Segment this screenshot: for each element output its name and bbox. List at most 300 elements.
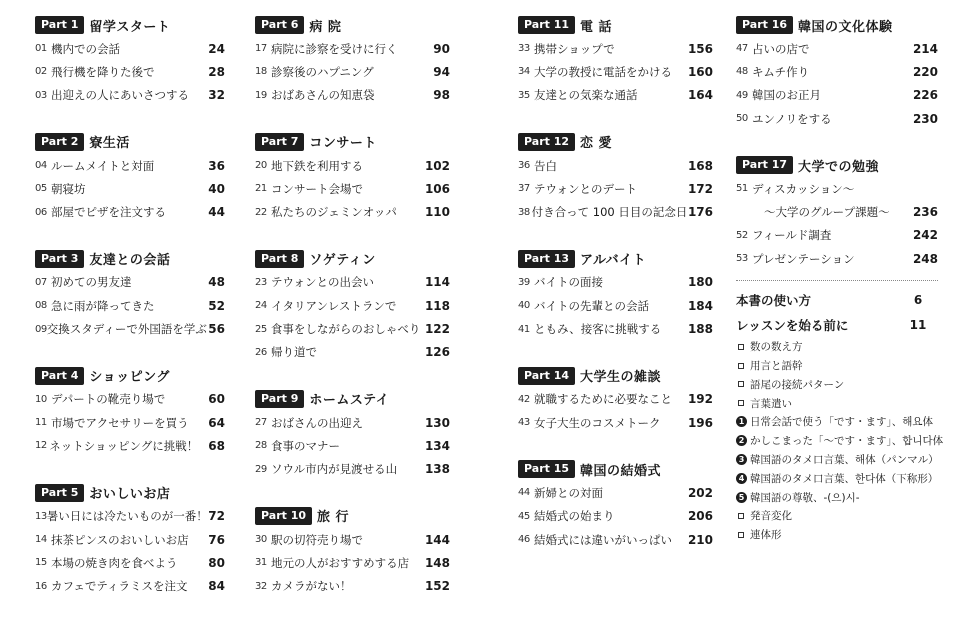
part-badge: Part 13 [518,250,575,268]
sub-topic-text: 言葉遣い [750,397,792,410]
part-title: 旅 行 [317,510,350,526]
lesson-entry [35,60,225,83]
lesson-number: 21 [255,183,267,195]
lesson-entry [35,294,225,317]
lesson-page: 56 [208,322,225,337]
lesson-entry [736,107,938,130]
lesson-title: 占いの店で [752,41,810,56]
lesson-entry [255,458,450,481]
toc-part [736,154,938,270]
lesson-number: 19 [255,89,267,101]
lesson-title: 交換スタディーで外国語を学ぶ [46,322,207,337]
toc-part [255,248,450,364]
lesson-page: 44 [208,205,225,220]
lesson-entry [518,411,713,434]
lesson-entry [736,84,938,107]
part-header [518,131,713,153]
part-title: 寮生活 [89,136,130,152]
lesson-number: 12 [35,440,47,452]
lesson-number: 38 [518,206,530,218]
lesson-title: 友達との気楽な通話 [534,88,638,103]
lesson-number: 50 [736,113,748,125]
lesson-page: 60 [208,392,225,407]
lesson-number: 08 [35,300,47,312]
lesson-page: 196 [687,415,713,430]
lesson-number: 27 [255,417,267,429]
lesson-title: 新婦との対面 [534,485,603,500]
toc-part [255,131,450,224]
toc-part [255,505,450,598]
toc-part [35,365,225,458]
lesson-page: 164 [687,88,713,103]
lesson-entry [35,528,225,551]
numbered-circle-icon: 4 [736,473,747,484]
lesson-entry [518,294,713,317]
lesson-page: 138 [424,462,450,477]
toc-part [736,14,938,130]
sub-topic-text: かしこまった「〜です・ます」、합니다体 [750,435,944,448]
lesson-title: 急に雨が降ってきた [51,298,155,313]
lesson-title: カメラがない！ [271,579,352,594]
toc-column-1 [35,14,225,622]
part-title: 恋 愛 [580,136,613,152]
sub-topic-text: 韓国語の尊敬、-(으)시- [750,491,860,504]
sub-topic [736,450,938,469]
lesson-entry [736,177,938,200]
lesson-entry [35,551,225,574]
lesson-number: 42 [518,393,530,405]
lesson-number: 30 [255,534,267,545]
lesson-title: 抹茶ピンスのおいしいお店 [51,532,189,547]
sub-topic [736,356,938,375]
part-badge: Part 5 [35,484,84,502]
lesson-title: 市場でアクセサリーを買う [51,415,189,430]
part-badge: Part 8 [255,250,304,268]
lesson-title: 暑い日には冷たいものが一番！ [46,509,208,524]
part-title: 留学スタート [89,19,171,35]
toc-column-3 [518,14,713,575]
sub-topic-text: 韓国語のタメ口言葉、해体（パンマル） [750,454,939,467]
lesson-title: 女子大生のコスメトーク [534,415,661,430]
part-header [518,365,713,387]
toc-part [518,14,713,107]
part-badge: Part 10 [255,507,312,525]
lesson-title: ソウル市内が見渡せる山 [271,462,398,477]
lesson-title: おばあさんの知恵袋 [271,88,375,103]
lesson-entry [255,574,450,597]
lesson-title: ともみ、接客に挑戦する [534,322,662,337]
lesson-number: 23 [255,276,267,288]
lesson-number: 37 [518,183,530,195]
lesson-title: 帰り道で [271,345,317,360]
lesson-title: コンサート会場で [271,181,363,196]
sub-topic-text: 数の数え方 [750,341,803,354]
lesson-entry [255,37,450,60]
lesson-number: 02 [35,66,47,78]
part-badge: Part 15 [518,460,575,478]
part-title: 大学での勉強 [798,159,880,175]
lesson-title: 部屋でピザを注文する [51,205,166,220]
part-badge: Part 14 [518,367,575,385]
lesson-page: 98 [433,88,450,103]
toc-part [518,248,713,341]
lesson-page: 40 [208,181,225,196]
part-badge: Part 7 [255,133,304,151]
lesson-number: 29 [255,463,267,475]
front-matter-title: レッスンを始る前に [736,317,849,333]
lesson-entry [518,37,713,60]
lesson-number: 11 [35,417,47,429]
lesson-entry [255,200,450,223]
lesson-title: 〜大学のグループ課題〜 [764,205,890,220]
sub-topic-text: 用言と語幹 [750,360,803,373]
lesson-page: 242 [912,228,938,243]
lesson-number: 34 [518,66,530,78]
lesson-page: 130 [424,415,450,430]
lesson-number: 49 [736,89,748,101]
lesson-number: 22 [255,206,267,218]
lesson-number: 20 [255,160,267,172]
lesson-number: 07 [35,276,47,288]
square-bullet-icon [738,381,744,387]
lesson-title: フィールド調査 [752,228,832,243]
lesson-title: 本場の焼き肉を食べよう [51,555,178,570]
dotted-divider [736,280,938,281]
lesson-page: 188 [687,322,713,337]
lesson-number: 28 [255,440,267,452]
lesson-number: 36 [518,160,530,172]
part-badge: Part 2 [35,133,84,151]
toc-column-2 [255,14,450,622]
lesson-entry [518,84,713,107]
lesson-entry [35,505,225,528]
front-matter-page: 11 [909,317,927,332]
lesson-title: 地下鉄を利用する [271,158,363,173]
toc-part [255,388,450,481]
sub-topic [736,488,938,507]
lesson-page: 122 [424,322,450,337]
lesson-title: ネットショッピングに挑戦！ [49,438,199,453]
sub-topic-text: 連体形 [750,529,782,542]
part-header [255,388,450,410]
lesson-page: 48 [208,275,225,290]
lesson-entry [255,271,450,294]
lesson-title: ルームメイトと対面 [51,158,155,173]
lesson-page: 126 [424,345,450,360]
toc-part [518,458,713,551]
lesson-title: 地元の人がおすすめする店 [271,555,410,570]
toc-part [35,248,225,341]
lesson-entry [35,574,225,597]
lesson-page: 148 [424,555,450,570]
part-badge: Part 9 [255,390,304,408]
part-title: 韓国の結婚式 [580,463,662,479]
lesson-entry [736,224,938,247]
lesson-number: 45 [518,510,530,522]
lesson-number: 31 [255,557,267,569]
sub-topic [736,337,938,356]
lesson-page: 102 [424,158,450,173]
lesson-page: 80 [208,555,225,570]
lesson-title: ユンノリをする [752,111,832,126]
lesson-title: 付き合って 100 日目の記念日 [531,205,688,220]
lesson-number: 32 [255,580,267,592]
part-header [35,365,225,387]
lesson-number: 03 [35,89,47,101]
lesson-entry [255,294,450,317]
sub-topic [736,413,938,432]
sub-topic [736,507,938,526]
lesson-entry [518,271,713,294]
lesson-title: 駅の切符売り場で [271,532,363,547]
part-header [255,248,450,270]
lesson-page: 76 [208,532,225,547]
square-bullet-icon [738,344,744,350]
lesson-page: 226 [912,88,938,103]
part-title: おいしいお店 [89,487,171,503]
sub-topic-text: 発音変化 [750,510,792,523]
square-bullet-icon [738,363,744,369]
lesson-entry [255,177,450,200]
numbered-circle-icon: 2 [736,435,747,446]
part-badge: Part 17 [736,156,793,174]
lesson-number: 51 [736,183,748,195]
lesson-page: 68 [208,438,225,453]
lesson-page: 152 [424,579,450,594]
lesson-title: 病院に診察を受けに行く [271,41,398,56]
lesson-title: プレゼンテーション [752,251,855,266]
part-header [518,458,713,480]
lesson-title: 携帯ショップで [534,41,615,56]
lesson-number: 10 [35,393,47,405]
lesson-entry [518,505,713,528]
lesson-number: 48 [736,66,748,78]
lesson-title: デパートの靴売り場で [51,392,166,407]
lesson-title: ディスカッション〜 [752,181,855,196]
part-badge: Part 3 [35,250,84,268]
lesson-title: カフェでティラミスを注文 [51,579,188,594]
lesson-entry [518,481,713,504]
lesson-number: 33 [518,43,530,55]
lesson-number: 39 [518,276,530,288]
part-header [736,14,938,36]
part-header [35,482,225,504]
lesson-number: 46 [518,534,530,545]
toc-part [35,131,225,224]
lesson-page: 236 [912,205,938,220]
part-badge: Part 11 [518,16,575,34]
lesson-title: テウォンとのデート [534,181,638,196]
lesson-entry [518,60,713,83]
lesson-number: 26 [255,346,267,358]
lesson-title: 韓国のお正月 [752,88,821,103]
lesson-entry [35,154,225,177]
sub-topic-text: 語尾の接続パターン [750,378,845,391]
toc-part [255,14,450,107]
part-header [736,154,938,176]
lesson-page: 32 [208,88,225,103]
lesson-page: 72 [208,509,225,524]
lesson-number: 24 [255,300,267,312]
lesson-title: 告白 [534,158,557,173]
part-title: ホームステイ [309,393,390,409]
lesson-page: 220 [912,64,938,79]
lesson-title: 飛行機を降りた後で [51,64,155,79]
part-title: 友達との会話 [89,253,171,269]
lesson-entry [255,317,450,340]
lesson-page: 90 [433,41,450,56]
lesson-entry [518,388,713,411]
lesson-page: 84 [208,579,225,594]
part-title: アルバイト [580,253,647,269]
lesson-entry [35,37,225,60]
lesson-title: 診察後のハプニング [271,64,374,79]
lesson-title: おばさんの出迎え [271,415,363,430]
numbered-circle-icon: 1 [736,416,747,427]
lesson-entry [35,271,225,294]
lesson-number: 16 [35,580,47,592]
lesson-page: 248 [912,251,938,266]
sub-topic-text: 日常会話で使う「です・ます」、해요体 [750,416,934,429]
lesson-entry [736,37,938,60]
lesson-page: 180 [687,275,713,290]
square-bullet-icon [738,532,744,538]
square-bullet-icon [738,513,744,519]
lesson-entry [35,411,225,434]
lesson-entry [255,60,450,83]
lesson-number: 01 [35,43,47,55]
lesson-entry [255,528,450,551]
lesson-entry [35,200,225,223]
lesson-entry [255,434,450,457]
lesson-page: 106 [424,181,450,196]
lesson-number: 40 [518,300,530,312]
lesson-page: 134 [424,438,450,453]
toc-part [518,131,713,224]
lesson-entry [518,154,713,177]
lesson-number: 53 [736,253,748,265]
lesson-entry [255,154,450,177]
lesson-page: 176 [687,205,713,220]
lesson-page: 172 [687,181,713,196]
sub-topic [736,525,938,544]
sub-topic [736,431,944,450]
lesson-page: 156 [687,41,713,56]
lesson-title: 大学の教授に電話をかける [534,64,672,79]
part-title: ショッピング [89,370,170,386]
part-title: 韓国の文化体験 [798,19,893,35]
lesson-entry [518,177,713,200]
lesson-entry [736,247,938,270]
lesson-number: 43 [518,417,530,429]
lesson-title: 出迎えの人にあいさつする [51,88,189,103]
sub-topic [736,394,938,413]
lesson-page: 36 [208,158,225,173]
sub-topic [736,375,938,394]
sub-topic [736,469,938,488]
lesson-page: 168 [687,158,713,173]
lesson-page: 210 [687,532,713,547]
numbered-circle-icon: 3 [736,454,747,465]
toc-part [518,365,713,435]
lesson-page: 214 [912,41,938,56]
lesson-number: 47 [736,43,748,55]
part-title: 大学生の雑談 [580,370,662,386]
lesson-number: 18 [255,66,267,78]
lesson-title: 結婚式には違いがいっぱい [534,532,672,547]
lesson-page: 24 [208,41,225,56]
lesson-page: 114 [424,275,450,290]
toc-part [35,14,225,107]
lesson-entry [518,528,713,551]
toc-part [35,482,225,598]
part-badge: Part 12 [518,133,575,151]
lesson-number: 04 [35,160,47,172]
lesson-number: 44 [518,487,530,499]
front-matter-title: 本書の使い方 [736,292,812,308]
lesson-title: 食事をしながらのおしゃべり [270,322,421,337]
lesson-entry [35,434,225,457]
lesson-title: 結婚式の始まり [534,509,615,524]
lesson-page: 230 [912,111,938,126]
lesson-number: 15 [35,557,47,569]
part-badge: Part 16 [736,16,793,34]
part-header [255,14,450,36]
lesson-page: 202 [687,485,713,500]
part-title: コンサート [309,136,377,152]
toc-column-4 [736,14,944,544]
square-bullet-icon [738,400,744,406]
lesson-entry [518,200,713,223]
lesson-page: 144 [424,532,450,547]
lesson-title: 就職するために必要なこと [534,392,672,407]
front-matter-page: 6 [913,292,923,307]
lesson-entry [736,60,938,83]
lesson-title: テウォンとの出会い [271,275,375,290]
part-header [518,14,713,36]
part-badge: Part 6 [255,16,304,34]
lesson-page: 110 [424,205,450,220]
part-badge: Part 4 [35,367,84,385]
part-header [255,131,450,153]
lesson-entry [35,84,225,107]
lesson-title: 朝寝坊 [51,181,86,196]
lesson-entry [255,411,450,434]
lesson-number: 35 [518,89,530,101]
lesson-entry [255,341,450,364]
lesson-number: 14 [35,534,47,545]
lesson-entry [518,317,713,340]
lesson-entry [255,84,450,107]
part-header [35,14,225,36]
front-matter-entry [736,312,938,337]
lesson-page: 192 [687,392,713,407]
lesson-page: 28 [208,64,225,79]
lesson-title: 初めての男友達 [51,275,132,290]
numbered-circle-icon: 5 [736,492,747,503]
part-header [35,131,225,153]
lesson-number: 13 [35,510,47,522]
lesson-number: 52 [736,229,748,241]
lesson-title: バイトの先輩との会話 [534,298,649,313]
lesson-number: 41 [518,323,530,335]
front-matter-entry [736,287,938,312]
lesson-number: 09 [35,323,47,335]
lesson-title: バイトの面接 [534,275,603,290]
lesson-title: 食事のマナー [271,438,340,453]
part-title: 病 院 [309,19,342,35]
part-header [255,505,450,527]
